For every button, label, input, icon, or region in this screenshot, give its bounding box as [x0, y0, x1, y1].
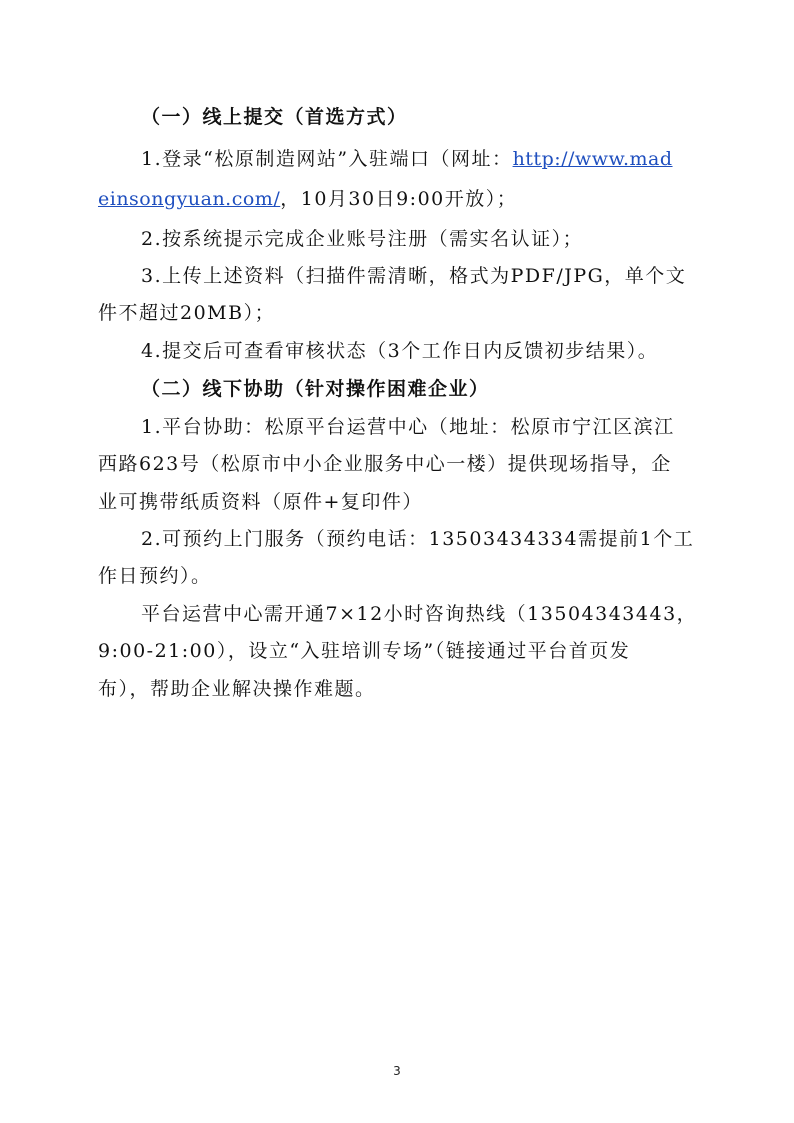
offline-step-1-line-1: 1.平台协助：松原平台运营中心（地址：松原市宁江区滨江: [141, 416, 675, 438]
online-step-2: 2.按系统提示完成企业账号注册（需实名认证）；: [141, 228, 584, 250]
online-step-3-line-1: 3.上传上述资料（扫描件需清晰，格式为PDF/JPG，单个文: [141, 265, 687, 287]
offline-step-2-line-2: 作日预约）。: [98, 565, 212, 587]
online-step-1-line-1: [0, 146, 794, 172]
section-heading-online: （一）线上提交（首选方式）: [141, 106, 408, 128]
offline-step-1-line-3: 业可携带纸质资料（原件+复印件）: [98, 491, 423, 513]
online-step-3-line-2: 件不超过20MB）；: [98, 302, 276, 324]
hotline-paragraph-line-3: 布），帮助企业解决操作难题。: [98, 678, 376, 700]
offline-step-1-line-2: 西路623号（松原市中小企业服务中心一楼）提供现场指导，企: [98, 453, 672, 475]
online-step-4: 4.提交后可查看审核状态（3个工作日内反馈初步结果）。: [141, 340, 659, 362]
website-link-part-1[interactable]: http://www.mad: [512, 148, 673, 170]
hotline-paragraph-line-1: 平台运营中心需开通7×12小时咨询热线（13504343443，: [141, 603, 698, 625]
page-number: 3: [393, 1064, 401, 1078]
online-step-1-suffix: ，10月30日9:00开放）；: [280, 188, 518, 210]
online-step-1-line-2: [0, 186, 794, 212]
online-step-1-prefix: 1.登录“松原制造网站”入驻端口（网址：: [141, 148, 513, 170]
section-heading-offline: （二）线下协助（针对操作困难企业）: [141, 378, 490, 400]
website-link-part-2[interactable]: einsongyuan.com/: [98, 188, 281, 210]
hotline-paragraph-line-2: 9:00-21:00），设立“入驻培训专场”（链接通过平台首页发: [98, 640, 631, 662]
offline-step-2-line-1: 2.可预约上门服务（预约电话：13503434334需提前1个工: [141, 528, 695, 550]
